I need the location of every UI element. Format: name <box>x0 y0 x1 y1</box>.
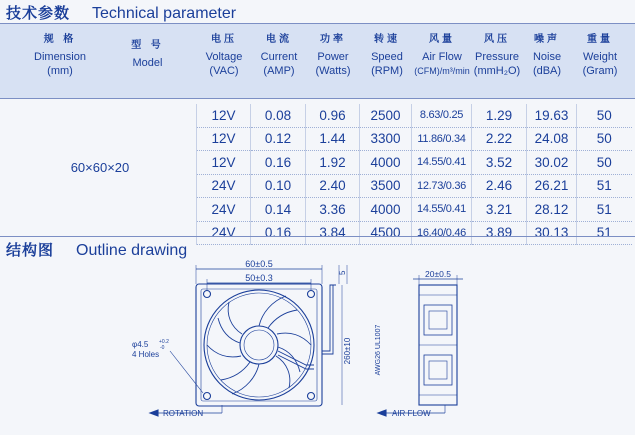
cell-speed: 3300 <box>360 127 412 151</box>
dim-5-label: 5 <box>338 270 347 275</box>
cell-weight: 51 <box>577 221 632 245</box>
cell-pressure: 3.52 <box>472 151 527 175</box>
outline-title-cn: 结构图 <box>6 241 55 259</box>
cell-power: 2.40 <box>306 174 360 198</box>
header-model <box>110 39 185 70</box>
header-noise-cn: 噪声 <box>534 34 560 45</box>
header-current-en: Current <box>260 51 298 63</box>
wire-spec-label: AWG26 UL1007 <box>375 324 382 376</box>
dim-50-label: 50±0.3 <box>245 273 273 283</box>
cell-weight: 50 <box>577 104 632 127</box>
cell-speed: 4000 <box>360 198 412 222</box>
fan-opening-circle <box>204 290 314 400</box>
table-bottom-rule <box>0 236 635 237</box>
header-dimension-en: Dimension <box>34 51 86 63</box>
fan-frame-inner <box>201 289 317 401</box>
cell-current: 0.16 <box>251 151 306 175</box>
header-weight-en: Weight <box>582 51 618 63</box>
header-airflow-unit: (CFM)/m³/min <box>414 66 470 76</box>
mount-hole-bl <box>204 393 211 400</box>
cell-voltage: 12V <box>197 104 251 127</box>
fan-frame-front <box>196 284 322 406</box>
cell-airflow: 8.63/0.25 <box>412 104 472 127</box>
header-airflow-cn: 风量 <box>429 34 455 45</box>
cell-current: 0.08 <box>251 104 306 127</box>
cell-weight: 51 <box>577 174 632 198</box>
header-dimension <box>20 33 100 78</box>
cell-weight: 51 <box>577 198 632 222</box>
header-noise-unit: (dBA) <box>532 65 562 77</box>
cell-power: 0.96 <box>306 104 360 127</box>
table-row <box>197 104 632 127</box>
dim-20-label: 20±0.5 <box>425 269 451 279</box>
cell-power: 1.92 <box>306 151 360 175</box>
cell-voltage: 24V <box>197 198 251 222</box>
cell-current: 0.14 <box>251 198 306 222</box>
header-speed-unit: (RPM) <box>371 65 403 77</box>
cell-weight: 50 <box>577 127 632 151</box>
header-pressure <box>470 33 524 78</box>
header-power-cn: 功率 <box>320 34 346 45</box>
header-pressure-cn: 风压 <box>484 34 510 45</box>
cell-current: 0.12 <box>251 127 306 151</box>
header-weight <box>574 33 626 78</box>
header-voltage-unit: (VAC) <box>209 65 239 77</box>
tech-param-title-en: Technical parameter <box>92 5 237 22</box>
outline-drawing <box>0 255 635 435</box>
cell-airflow: 11.86/0.34 <box>412 127 472 151</box>
cell-pressure: 3.21 <box>472 198 527 222</box>
outline-title-en: Outline drawing <box>76 242 188 259</box>
wire-length-label: 260±10 <box>343 337 352 365</box>
header-noise-en: Noise <box>532 51 562 63</box>
cell-voltage: 24V <box>197 221 251 245</box>
header-model-en: Model <box>132 57 163 69</box>
cell-current: 0.10 <box>251 174 306 198</box>
cell-pressure: 1.29 <box>472 104 527 127</box>
cell-pressure: 2.22 <box>472 127 527 151</box>
airflow-label: AIR FLOW <box>392 409 431 418</box>
header-speed-cn: 转速 <box>374 34 400 45</box>
mount-hole-br <box>308 393 315 400</box>
header-power-en: Power <box>317 51 349 63</box>
cell-current: 0.16 <box>251 221 306 245</box>
header-pressure-en: Pressure <box>474 51 520 63</box>
hole-count-label: 4 Holes <box>132 350 160 359</box>
cell-noise: 26.21 <box>527 174 577 198</box>
hole-tol-plus: +0.2 <box>159 339 169 345</box>
header-pressure-unit: (mmH₂O) <box>473 65 521 77</box>
header-voltage <box>199 33 249 78</box>
cell-noise: 30.13 <box>527 221 577 245</box>
table-row <box>197 174 632 198</box>
header-noise <box>524 33 570 78</box>
cell-speed: 3500 <box>360 174 412 198</box>
cell-power: 1.44 <box>306 127 360 151</box>
cell-airflow: 14.55/0.41 <box>412 151 472 175</box>
header-weight-unit: (Gram) <box>582 65 618 77</box>
lead-wire <box>322 285 336 351</box>
header-weight-cn: 重量 <box>587 34 613 45</box>
cell-noise: 30.02 <box>527 151 577 175</box>
header-voltage-en: Voltage <box>205 51 243 63</box>
cell-power: 3.36 <box>306 198 360 222</box>
cell-voltage: 12V <box>197 151 251 175</box>
tech-param-title-cn: 技术参数 <box>6 4 71 22</box>
header-voltage-cn: 电压 <box>211 34 237 45</box>
header-current-unit: (AMP) <box>263 65 295 77</box>
cell-pressure: 3.89 <box>472 221 527 245</box>
cell-airflow: 12.73/0.36 <box>412 174 472 198</box>
hole-size-label: φ4.5 <box>132 340 149 349</box>
fan-blades <box>207 296 311 394</box>
header-power <box>308 33 358 78</box>
mount-hole-tr <box>308 291 315 298</box>
hole-tol-minus: -0 <box>160 345 165 351</box>
header-speed-en: Speed <box>371 51 403 63</box>
cell-noise: 24.08 <box>527 127 577 151</box>
table-row <box>197 151 632 175</box>
tech-param-title <box>6 2 236 23</box>
cell-airflow: 14.55/0.41 <box>412 198 472 222</box>
header-model-cn: 型 号 <box>131 40 164 51</box>
cell-voltage: 12V <box>197 127 251 151</box>
header-dimension-unit: (mm) <box>47 65 73 77</box>
spec-table <box>196 104 632 245</box>
cell-power: 3.84 <box>306 221 360 245</box>
header-bottom-rule <box>0 98 635 99</box>
cell-speed: 4000 <box>360 151 412 175</box>
table-row <box>197 221 632 245</box>
cell-voltage: 24V <box>197 174 251 198</box>
fan-hub <box>240 326 278 364</box>
cell-noise: 19.63 <box>527 104 577 127</box>
header-airflow-en: Air Flow <box>422 51 462 63</box>
cell-speed: 4500 <box>360 221 412 245</box>
cell-weight: 50 <box>577 151 632 175</box>
header-current <box>253 33 305 78</box>
header-speed <box>362 33 412 78</box>
dimension-value: 60×60×20 <box>70 160 130 175</box>
header-dimension-cn: 规 格 <box>43 34 77 45</box>
header-power-unit: (Watts) <box>315 65 351 77</box>
cell-speed: 2500 <box>360 104 412 127</box>
header-current-cn: 电流 <box>266 34 292 45</box>
cell-airflow: 16.40/0.46 <box>412 221 472 245</box>
header-top-rule <box>0 23 635 24</box>
dim-60-label: 60±0.5 <box>245 259 273 269</box>
table-row <box>197 127 632 151</box>
header-airflow <box>412 33 472 78</box>
rotation-label: ROTATION <box>163 409 204 418</box>
table-row <box>197 198 632 222</box>
cell-pressure: 2.46 <box>472 174 527 198</box>
cell-noise: 28.12 <box>527 198 577 222</box>
mount-hole-tl <box>204 291 211 298</box>
